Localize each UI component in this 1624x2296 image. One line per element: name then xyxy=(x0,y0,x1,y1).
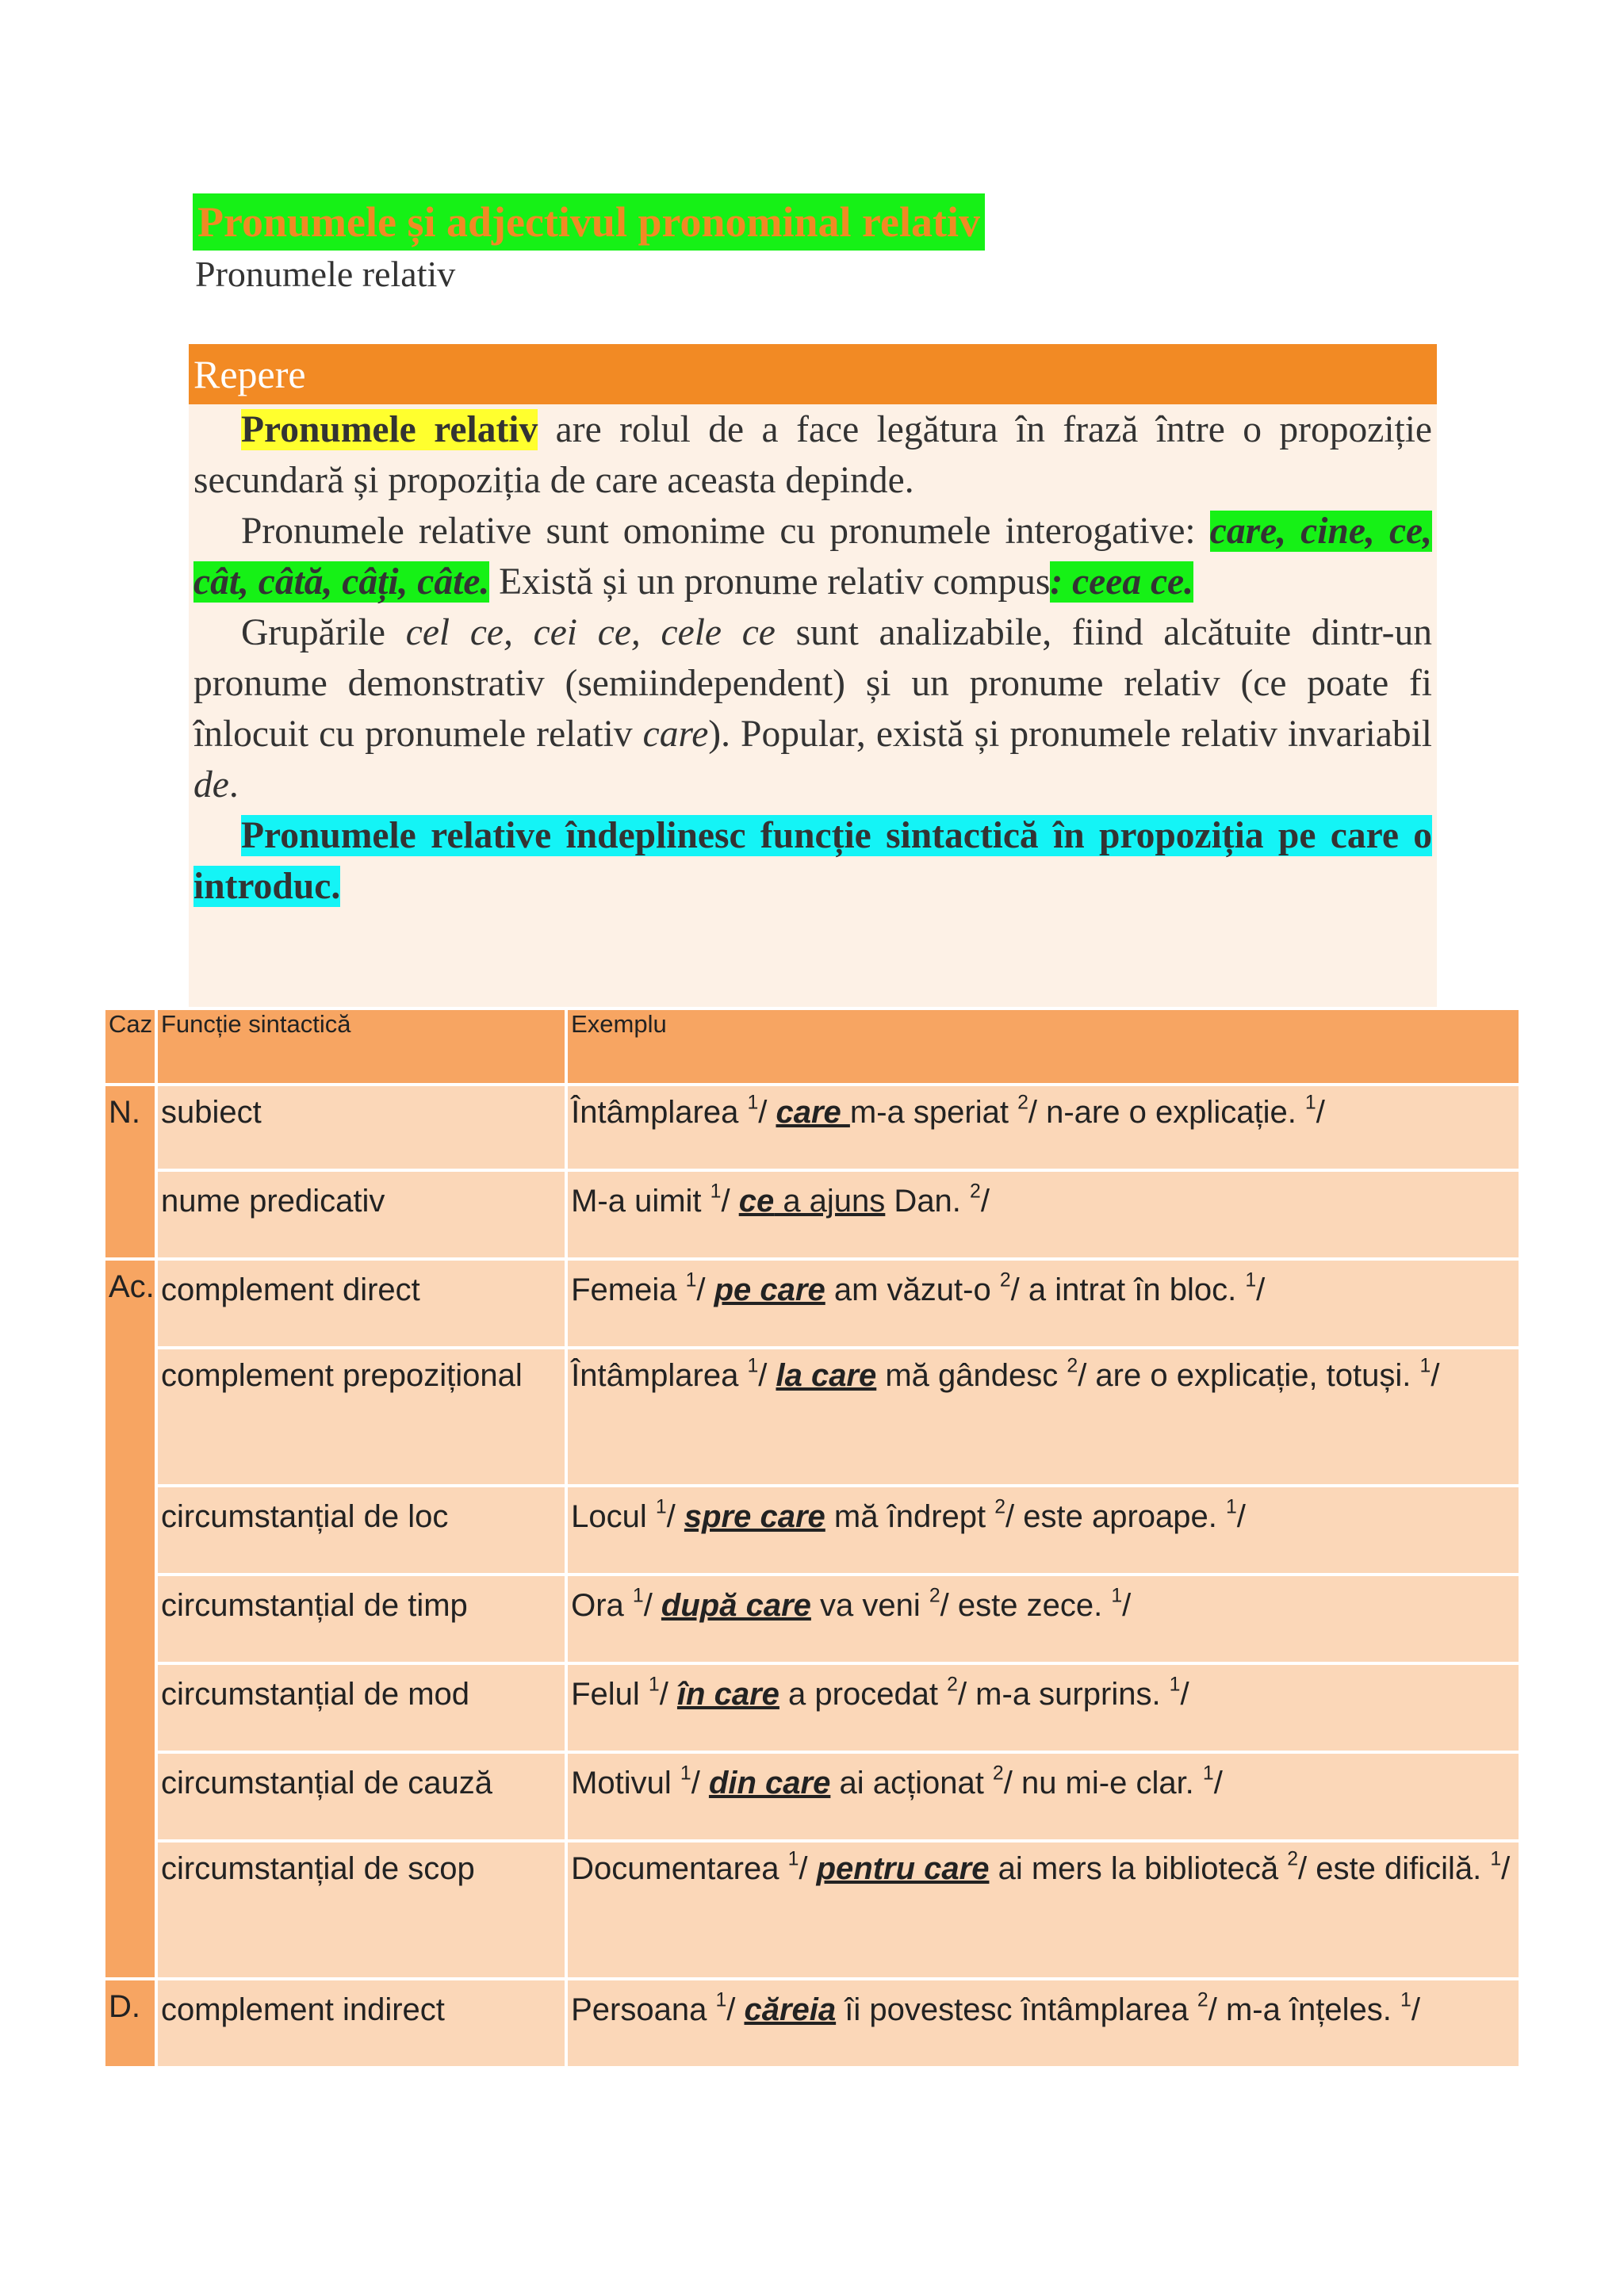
clause-separator: / xyxy=(691,1766,709,1800)
function-cell: complement prepozițional xyxy=(156,1348,566,1486)
clause-number: 2 xyxy=(1067,1355,1078,1377)
relative-pronoun: după care xyxy=(661,1588,811,1623)
repere-heading: Repere xyxy=(189,344,1437,404)
table-row xyxy=(104,1663,1520,1752)
rule-highlight: Pronumele relative îndeplinesc funcție sintactică în propoziția pe care o introduc. xyxy=(193,815,1432,907)
example-cell xyxy=(566,1486,1520,1575)
example-text: / este aproape. xyxy=(1005,1499,1226,1534)
clause-number: 2 xyxy=(970,1181,981,1203)
header-function: Funcție sintactică xyxy=(156,1008,566,1085)
example-text: va veni xyxy=(810,1588,929,1623)
clause-number: 1 xyxy=(1304,1092,1316,1114)
example-text: Dan. xyxy=(885,1184,971,1219)
example-text: Persoana xyxy=(571,1992,716,2027)
example-text: ai mers la bibliotecă xyxy=(989,1851,1288,1886)
example-text: ai acționat xyxy=(830,1766,993,1800)
example-text: îi povestesc întâmplarea xyxy=(836,1992,1197,2027)
table-row xyxy=(104,1841,1520,1979)
relative-pronoun: din care xyxy=(708,1766,831,1800)
example-text: a procedat xyxy=(779,1677,948,1712)
clause-separator: / xyxy=(1501,1851,1511,1886)
table-row xyxy=(104,1348,1520,1486)
relative-pronoun: la care xyxy=(776,1358,877,1393)
syntactic-functions-table xyxy=(102,1007,1522,2069)
paragraph-text: . xyxy=(228,764,239,806)
example-text: / n-are o explicație. xyxy=(1028,1095,1305,1130)
clause-separator: / xyxy=(721,1184,739,1219)
example-text: / este zece. xyxy=(940,1588,1112,1623)
relative-pronoun: în care xyxy=(676,1677,779,1712)
compound-pronoun-highlight: : ceea ce. xyxy=(1050,561,1193,603)
example-text: M-a uimit xyxy=(571,1184,710,1219)
function-cell: circumstanțial de scop xyxy=(156,1841,566,1979)
clause-separator: / xyxy=(1180,1677,1189,1712)
clause-separator: / xyxy=(758,1095,776,1130)
function-cell: circumstanțial de mod xyxy=(156,1663,566,1752)
example-text: Locul xyxy=(571,1499,656,1534)
page-title: Pronumele și adjectivul pronominal relativ xyxy=(193,193,985,251)
clause-number: 1 xyxy=(715,1989,727,2011)
clause-number: 1 xyxy=(648,1674,660,1696)
example-text: / m-a surprins. xyxy=(957,1677,1170,1712)
clause-separator: / xyxy=(799,1851,817,1886)
clause-separator: / xyxy=(643,1588,661,1623)
example-cell xyxy=(566,1979,1520,2068)
groups-italic: cel ce, cei ce, cele ce xyxy=(405,612,776,653)
example-text: Întâmplarea xyxy=(571,1095,748,1130)
function-cell: circumstanțial de timp xyxy=(156,1575,566,1663)
case-cell: Ac. xyxy=(104,1259,156,1979)
example-cell xyxy=(566,1259,1520,1348)
title-block xyxy=(193,193,985,251)
case-cell: N. xyxy=(104,1085,156,1259)
example-text: Ora xyxy=(571,1588,633,1623)
clause-number: 2 xyxy=(947,1674,958,1696)
clause-number: 2 xyxy=(1017,1092,1028,1114)
example-underlined: a ajuns xyxy=(774,1184,886,1219)
example-text: Documentarea xyxy=(571,1851,788,1886)
paragraph-text: are rolul de a face legătura în frază între o propoziție secundară și propoziția de care aceasta depinde. xyxy=(193,409,1432,501)
example-cell xyxy=(566,1663,1520,1752)
clause-number: 2 xyxy=(992,1762,1004,1785)
care-italic: care xyxy=(642,714,709,755)
table-row xyxy=(104,1170,1520,1259)
relative-pronoun: care xyxy=(776,1095,850,1130)
clause-separator: / xyxy=(1122,1588,1132,1623)
clause-separator: / xyxy=(1431,1358,1440,1393)
paragraph-text: sunt analizabile, fiind alcătuite dintr-un pronume demonstrativ (semiindependent) și un pronume relativ (ce poate fi înlocuit cu pronumele relativ xyxy=(193,612,1433,755)
clause-number: 1 xyxy=(747,1355,759,1377)
clause-number: 1 xyxy=(1202,1762,1214,1785)
table-row xyxy=(104,1259,1520,1348)
example-cell xyxy=(566,1085,1520,1170)
term-highlight: Pronumele relativ xyxy=(241,409,538,450)
function-cell: nume predicativ xyxy=(156,1170,566,1259)
example-text: / este dificilă. xyxy=(1298,1851,1491,1886)
clause-number: 1 xyxy=(632,1585,644,1607)
clause-number: 2 xyxy=(929,1585,940,1607)
clause-number: 1 xyxy=(685,1269,697,1292)
function-cell: complement indirect xyxy=(156,1979,566,2068)
clause-separator: / xyxy=(1316,1095,1325,1130)
clause-number: 1 xyxy=(1111,1585,1123,1607)
paragraph-text: Există și un pronume relativ compus xyxy=(489,561,1051,603)
repere-paragraph-1 xyxy=(193,404,1432,506)
clause-number: 1 xyxy=(710,1181,722,1203)
clause-separator: / xyxy=(1213,1766,1223,1800)
pronoun-list-highlight: care, cine, ce, cât, câtă, câți, câte. xyxy=(193,511,1432,603)
repere-paragraph-2 xyxy=(193,506,1432,607)
function-cell: circumstanțial de cauză xyxy=(156,1752,566,1841)
example-text: / are o explicație, totuși. xyxy=(1078,1358,1420,1393)
table-row xyxy=(104,1486,1520,1575)
clause-separator: / xyxy=(659,1677,677,1712)
function-cell: circumstanțial de loc xyxy=(156,1486,566,1575)
function-cell: subiect xyxy=(156,1085,566,1170)
example-cell xyxy=(566,1170,1520,1259)
example-text: / nu mi-e clar. xyxy=(1003,1766,1203,1800)
clause-number: 2 xyxy=(1287,1848,1298,1870)
example-text: am văzut-o xyxy=(825,1272,1000,1307)
clause-number: 1 xyxy=(1245,1269,1257,1292)
clause-separator: / xyxy=(980,1184,990,1219)
example-text: mă gândesc xyxy=(876,1358,1067,1393)
page-subtitle: Pronumele relativ xyxy=(195,254,456,294)
example-text: Femeia xyxy=(571,1272,686,1307)
table-row xyxy=(104,1085,1520,1170)
relative-pronoun: spre care xyxy=(684,1499,825,1534)
paragraph-text: Grupările xyxy=(241,612,406,653)
de-italic: de xyxy=(193,764,229,806)
clause-number: 1 xyxy=(787,1848,799,1870)
example-text: / a intrat în bloc. xyxy=(1010,1272,1246,1307)
example-cell xyxy=(566,1348,1520,1486)
paragraph-text: ). Popular, există și pronumele relativ invariabil xyxy=(708,714,1432,755)
clause-separator: / xyxy=(1256,1272,1266,1307)
clause-number: 1 xyxy=(1169,1674,1181,1696)
example-cell xyxy=(566,1752,1520,1841)
example-text: Felul xyxy=(571,1677,649,1712)
relative-pronoun: pentru care xyxy=(816,1851,990,1886)
case-cell: D. xyxy=(104,1979,156,2068)
header-example: Exemplu xyxy=(566,1008,1520,1085)
clause-number: 1 xyxy=(1400,1989,1411,2011)
clause-number: 2 xyxy=(994,1496,1006,1518)
example-text: Motivul xyxy=(571,1766,680,1800)
clause-number: 2 xyxy=(1197,1989,1208,2011)
clause-separator: / xyxy=(696,1272,714,1307)
clause-number: 2 xyxy=(999,1269,1011,1292)
table-row xyxy=(104,1575,1520,1663)
example-cell xyxy=(566,1575,1520,1663)
paragraph-text: Pronumele relative sunt omonime cu pronumele interogative: xyxy=(241,511,1210,552)
example-text: / m-a înțeles. xyxy=(1208,1992,1401,2027)
clause-separator: / xyxy=(758,1358,776,1393)
example-text: m-a speriat xyxy=(849,1095,1018,1130)
example-text: Întâmplarea xyxy=(571,1358,748,1393)
clause-separator: / xyxy=(1236,1499,1246,1534)
clause-separator: / xyxy=(726,1992,745,2027)
clause-number: 1 xyxy=(1419,1355,1431,1377)
repere-box xyxy=(189,344,1437,1008)
clause-number: 1 xyxy=(655,1496,667,1518)
header-case: Caz xyxy=(104,1008,156,1085)
repere-paragraph-4 xyxy=(193,810,1432,912)
example-text: mă îndrept xyxy=(825,1499,995,1534)
example-cell xyxy=(566,1841,1520,1979)
relative-pronoun: căreia xyxy=(744,1992,837,2027)
table-row xyxy=(104,1752,1520,1841)
clause-number: 1 xyxy=(1226,1496,1237,1518)
table-header-row xyxy=(104,1008,1520,1085)
clause-number: 1 xyxy=(680,1762,691,1785)
relative-pronoun: pe care xyxy=(714,1272,825,1307)
function-cell: complement direct xyxy=(156,1259,566,1348)
repere-paragraph-3 xyxy=(193,607,1432,810)
clause-number: 1 xyxy=(1490,1848,1502,1870)
clause-separator: / xyxy=(666,1499,684,1534)
clause-separator: / xyxy=(1411,1992,1420,2027)
table-row xyxy=(104,1979,1520,2068)
relative-pronoun: ce xyxy=(738,1184,775,1219)
repere-body xyxy=(189,404,1437,912)
clause-number: 1 xyxy=(747,1092,759,1114)
